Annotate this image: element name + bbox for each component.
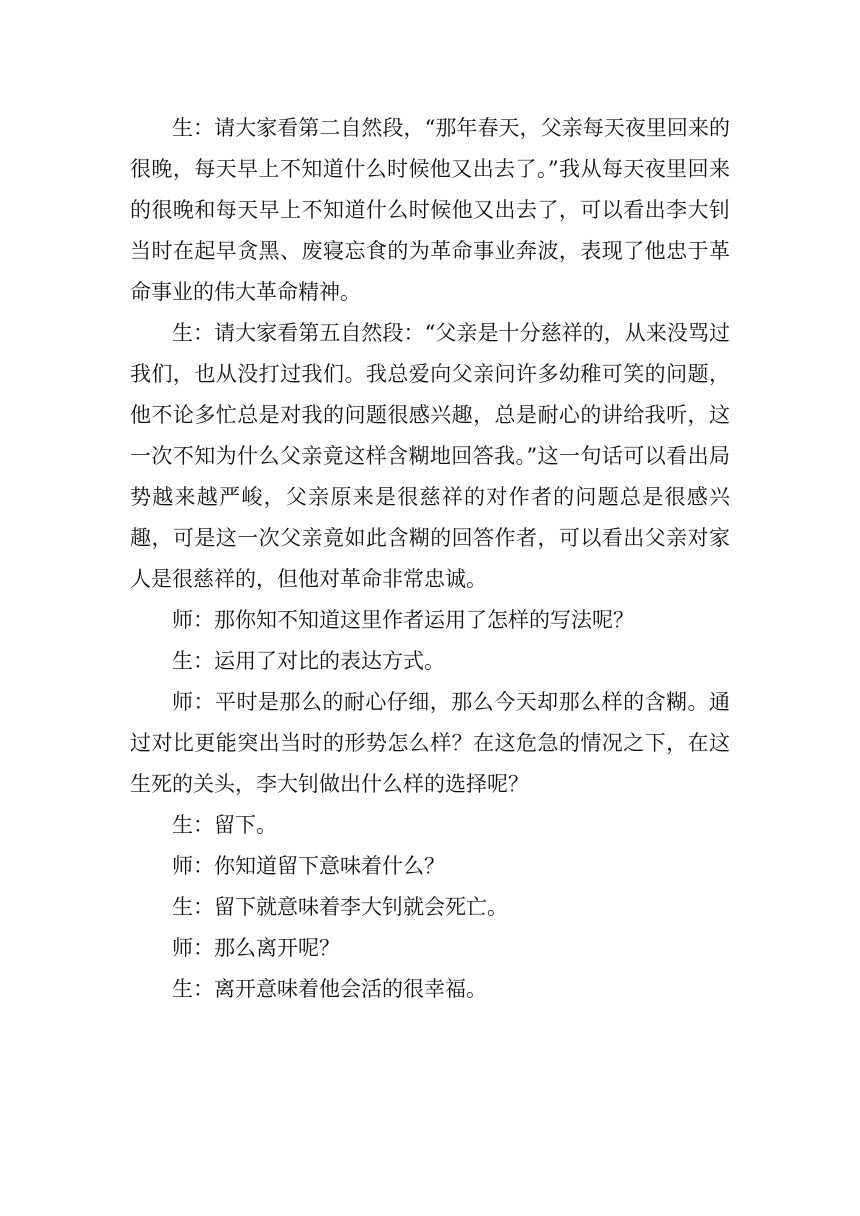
paragraph-student-death: 生：留下就意味着李大钊就会死亡。 (172, 895, 508, 919)
paragraph-student-contrast: 生：运用了对比的表达方式。 (172, 649, 445, 673)
paragraph-teacher-leave: 师：那么离开呢？ (172, 936, 340, 960)
paragraph-teacher-situation: 师：平时是那么的耐心仔细，那么今天却那么样的含糊。通过对比更能突出当时的形势怎么样？在这危急的情况之下，在这生死的关头，李大钊做出什么样的选择呢？ (130, 690, 730, 796)
paragraph-student-happy: 生：离开意味着他会活的很幸福。 (172, 977, 487, 1001)
paragraph-student-second-section: 生：请大家看第二自然段，“那年春天，父亲每天夜里回来的很晚，每天早上不知道什么时候他又出去了。”我从每天夜里回来的很晚和每天早上不知道什么时候他又出去了，可以看出李大钊当时在起早贪黑、废寝忘食的为革命事业奔波，表现了他忠于革命事业的伟大革命精神。 (130, 116, 730, 304)
paragraph-teacher-writing-method: 师：那你知不知道这里作者运用了怎样的写法呢？ (172, 608, 634, 632)
paragraph-student-stay: 生：留下。 (172, 813, 277, 837)
paragraph-student-fifth-section: 生：请大家看第五自然段：“父亲是十分慈祥的，从来没骂过我们，也从没打过我们。我总爱向父亲问许多幼稚可笑的问题，他不论多忙总是对我的问题很感兴趣，总是耐心的讲给我听，这一次不知为什么父亲竟这样含糊地回答我。”这一句话可以看出局势越来越严峻，父亲原来是很慈祥的对作者的问题总是很感兴趣，可是这一次父亲竟如此含糊的回答作者，可以看出父亲对家人是很慈祥的，但他对革命非常忠诚。 (130, 321, 730, 591)
paragraph-teacher-meaning: 师：你知道留下意味着什么？ (172, 854, 445, 878)
document-body (130, 108, 730, 1010)
